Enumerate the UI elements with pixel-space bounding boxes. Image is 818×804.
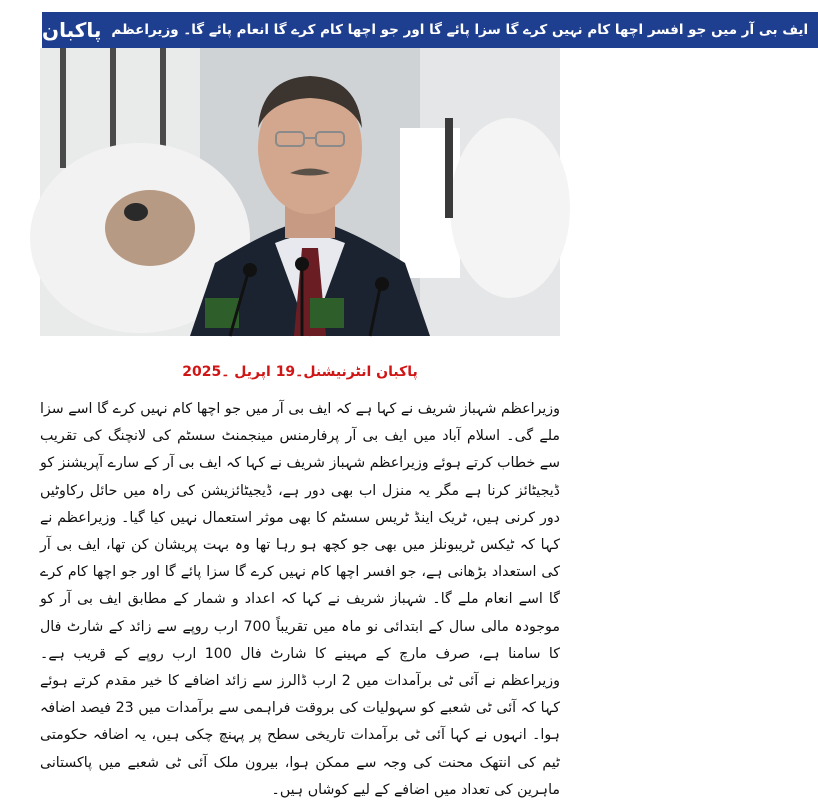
header-banner <box>40 12 809 48</box>
dateline: پاکبان انٹرنیشنل۔19 اپریل ۔2025 <box>182 364 418 380</box>
headline: ایف بی آر میں جو افسر اچھا کام نہیں کرے گا سزا پائے گا اور جو اچھا کام کرے گا انعام پائے گا۔ وزیراعظم <box>101 12 818 48</box>
brand-logo: پاکبان <box>40 12 101 48</box>
article-body: وزیراعظم شہباز شریف نے کہا ہے کہ ایف بی آر میں جو اچھا کام نہیں کرے گا اسے سزا ملے گی۔ اسلام آباد میں ایف بی آر پرفارمنس مینجمنٹ سسٹم کی لانچنگ کی تقریب سے خطاب کرتے ہوئے وزیراعظم شہباز شریف نے کہا کہ ایف بی آر کے سارے آپریشنز کو ڈیجیٹائز کرنا ہے مگر یہ منزل اب بھی دور ہے، ڈیجیٹائزیشن کی راہ میں حائل رکاوٹیں دور کرنی ہیں، ٹریک اینڈ ٹریس سسٹم کا بھی موثر استعمال نہیں کیا گیا۔ وزیراعظم نے کہا کہ ٹیکس ٹریبونلز میں بھی جو کچھ ہو رہا تھا وہ بہت پریشان کن تھا، ایف بی آر کی استعداد بڑھانی ہے، جو افسر اچھا کام نہیں کرے گا سزا پائے گا اور جو اچھا کام کرے گا اسے انعام ملے گا۔ شہباز شریف نے کہا کہ اعداد و شمار کے مطابق ایف بی آر کو موجودہ مالی سال کے ابتدائی نو ماہ میں تقریباً 700 ارب روپے سے زائد کے شارٹ فال کا سامنا ہے، صرف مارچ کے مہینے کا شارٹ فال 100 ارب روپے کے قریب ہے۔ وزیراعظم نے آئی ٹی برآمدات میں 2 ارب ڈالرز سے زائد اضافے کا خیر مقدم کرتے ہوئے کہا کہ آئی ٹی شعبے کو سہولیات کی بروقت فراہمی سے برآمدات میں 23 فیصد اضافہ ہوا۔ انہوں نے کہا آئی ٹی برآمدات تاریخی سطح پر پہنچ چکی ہیں، یہ اضافہ حکومتی ٹیم کی انتھک محنت کی وجہ سے ممکن ہوا، بیرون ملک آئی ٹی شعبے میں پاکستانی ماہرین کی تعداد میں اضافے کے لیے کوشاں ہیں۔ <box>40 401 560 798</box>
news-photo <box>40 48 560 336</box>
speaker-photo-illustration <box>40 48 560 336</box>
